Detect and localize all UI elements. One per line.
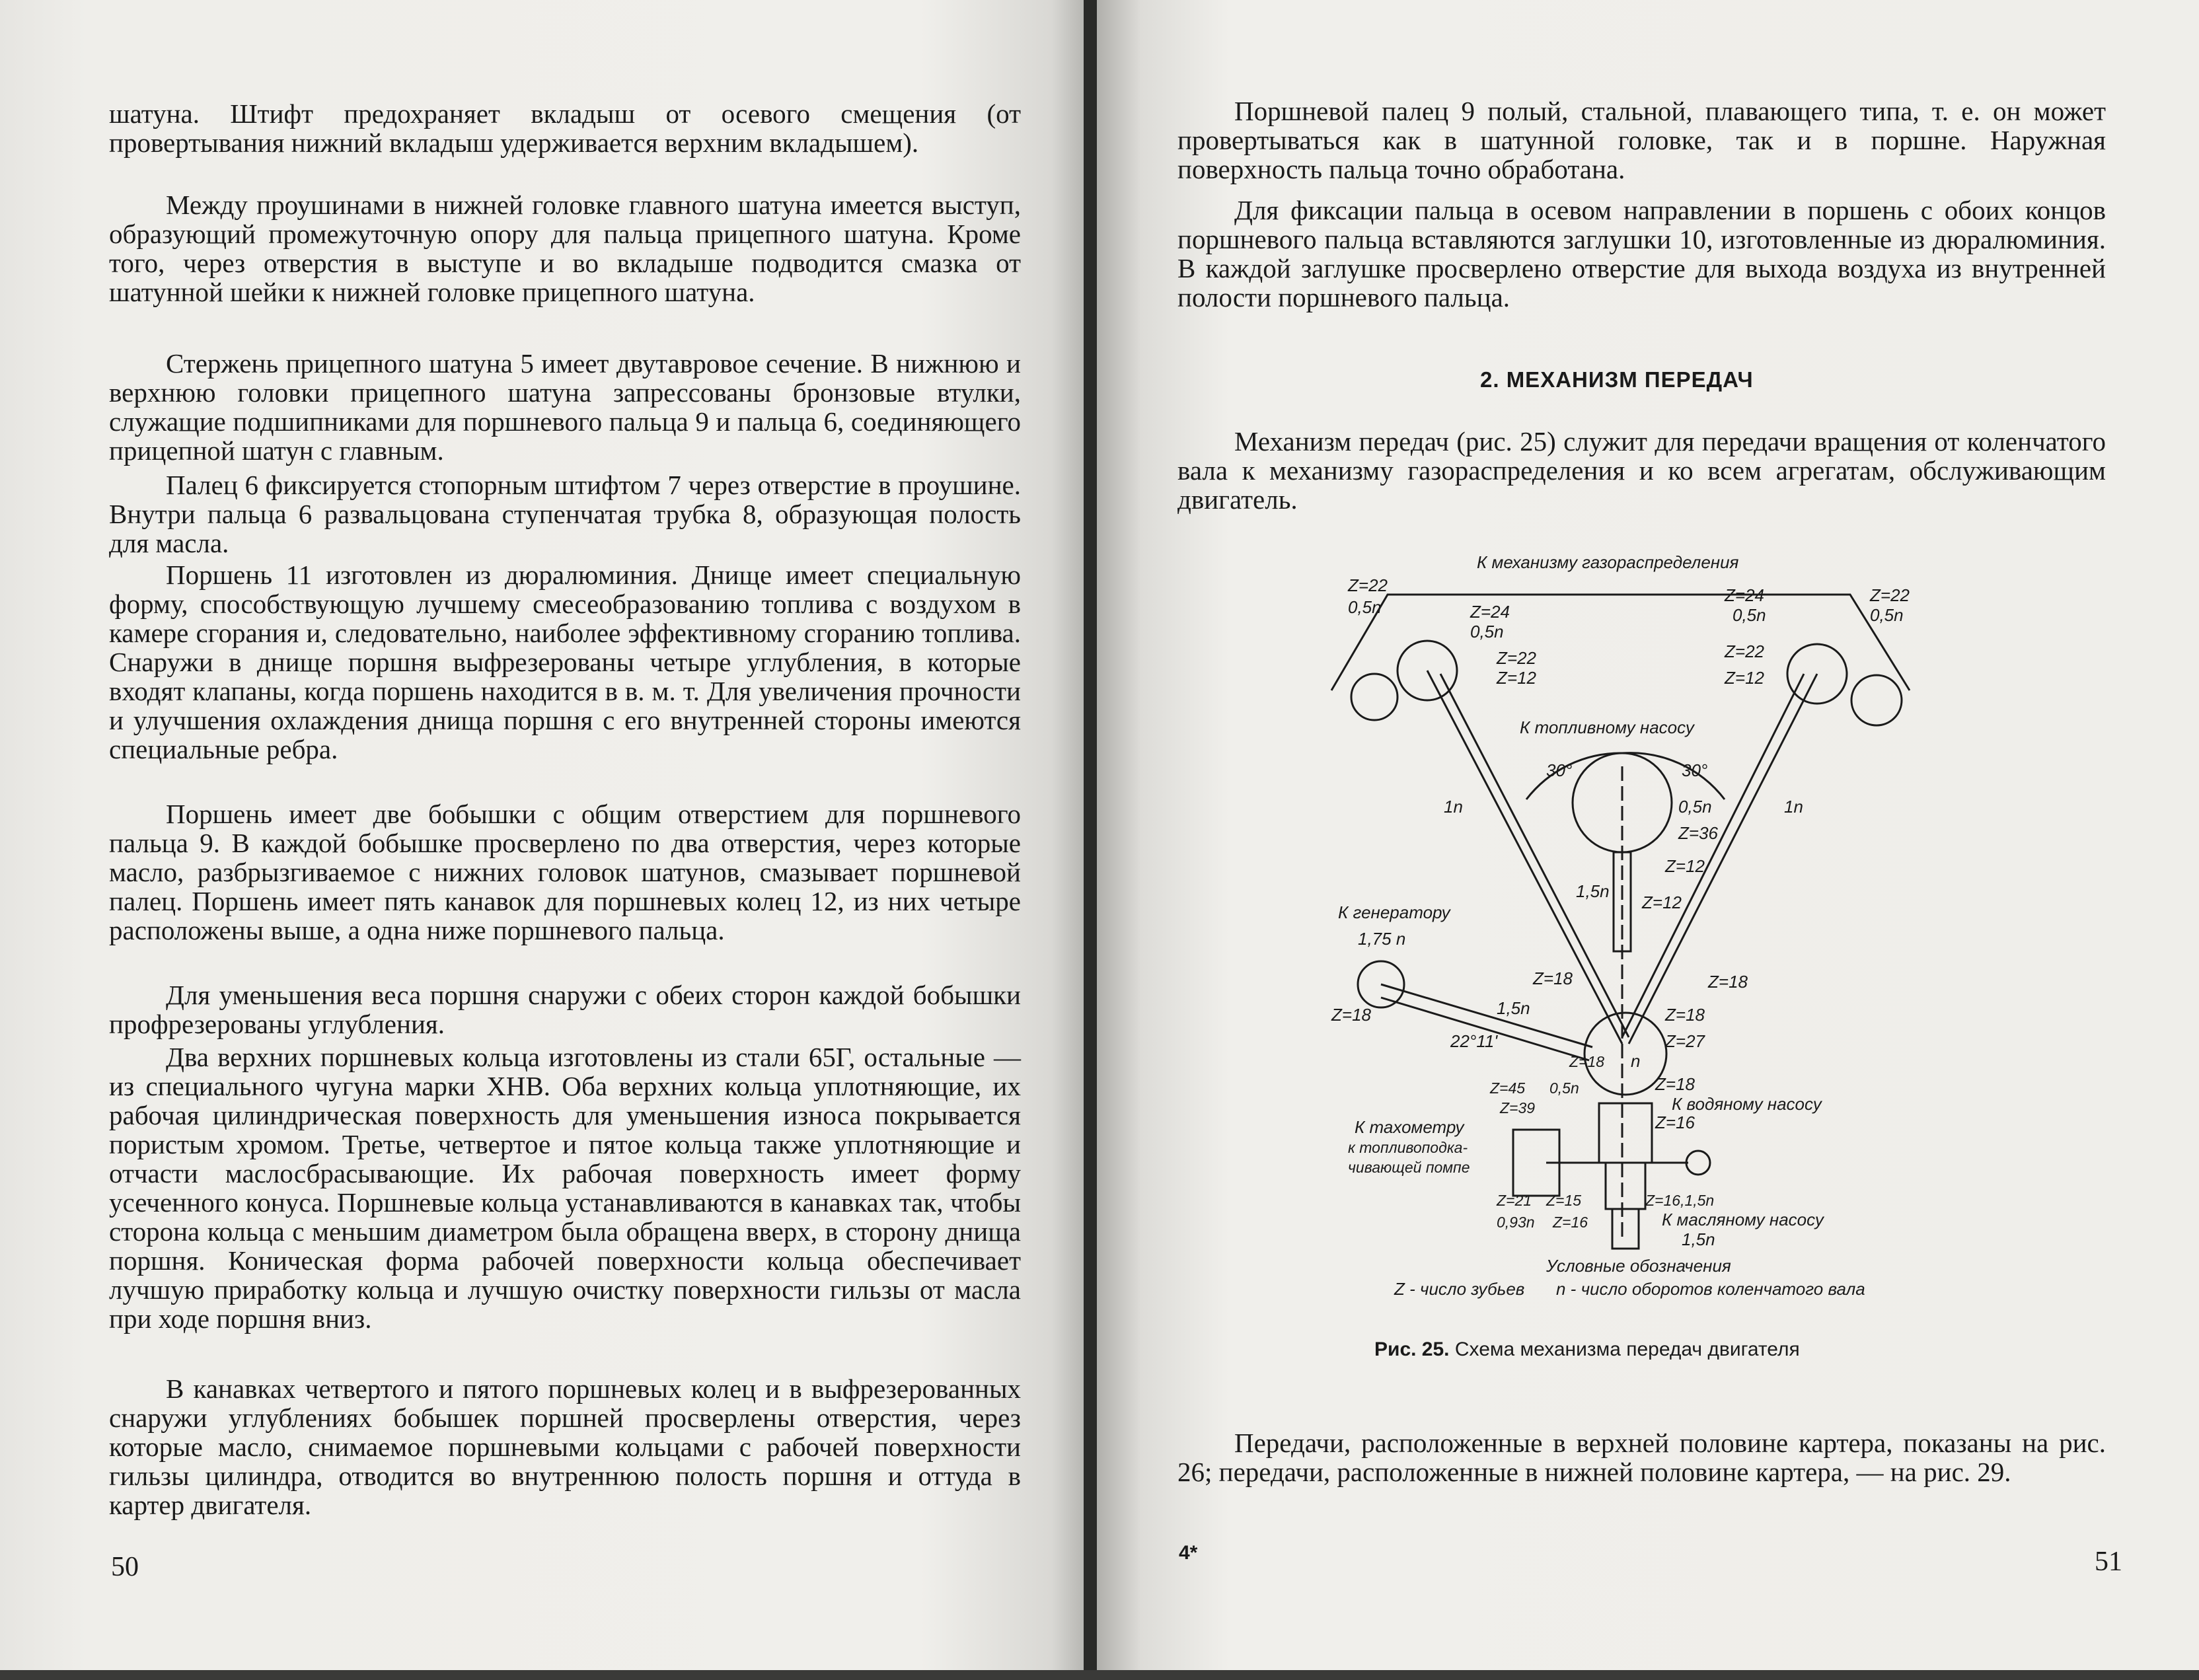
bottom-edge [0,1670,2199,1680]
paragraph: Механизм передач (рис. 25) служит для передачи вращения от коленчатого вала к механизму газораспределения и ко всем агрегатам, обслуживающим двигатель. [1177,426,2106,515]
label-generator-ratio: 1,75 n [1358,929,1406,949]
label-n: 0,5n [1870,605,1904,625]
label-gas-distribution: К механизму газораспределения [1477,552,1739,572]
legend-z: Z - число зубьев [1394,1279,1525,1299]
paragraph: Поршневой палец 9 полый, стальной, плавающего типа, т. е. он может провертываться как в шатунной головке, так и в поршне. Наружная поверхность пальца точно обработана. [1177,96,2106,184]
label-z: Z=45 [1490,1079,1526,1097]
label-fuel-priming-2: чивающей помпе [1348,1159,1470,1176]
paragraph: Между проушинами в нижней головке главного шатуна имеется выступ, образующий промежуточную опору для пальца прицепного шатуна. Кроме того, через отверстия в выступе и во вкладыше подводится смазка от шатунной шейки к нижней головке прицепного шатуна. [109,190,1021,307]
label-z: Z=22 [1348,575,1388,595]
label-z: Z=24 [1470,602,1510,622]
label-fuel-priming-1: к топливоподка- [1348,1139,1468,1156]
paragraph: Поршень имеет две бобышки с общим отверстием для поршневого пальца 9. В каждой бобышке просверлено по два отверстия, через которые масло, разбрызгиваемое с нижних головок шатунов, смазывает поршневой палец. Поршень имеет пять канавок для поршневых колец 12, из них четыре расположены выше, а одна ниже поршневого пальца. [109,799,1021,945]
label-z: Z=12 [1497,668,1536,688]
angle-left: 30° [1546,760,1573,780]
label-shaft-speed: 1n [1444,797,1463,817]
label-z: Z=18 [1569,1053,1605,1070]
label-z: Z=18 [1708,972,1748,992]
paragraph: Для фиксации пальца в осевом направлении в поршень с обоих концов поршневого пальца вставляются заглушки 10, изготовленные из дюралюминия. В каждой заглушке просверлено отверстие для выхода воздуха из внутренней полости поршневого пальца. [1177,195,2106,312]
gear [1851,675,1902,725]
label-n: 0,5n [1470,622,1504,641]
figure-caption-text: Схема механизма передач двигателя [1454,1338,1800,1360]
paragraph: шатуна. Штифт предохраняет вкладыш от осевого смещения (от провертывания нижний вкладыш удерживается верхним вкладышем). [109,98,1021,158]
section-heading: 2. МЕХАНИЗМ ПЕРЕДАЧ [1480,367,1754,392]
figure-caption [1374,1338,1800,1361]
lower-housing [1599,1103,1652,1163]
legend-title: Условные обозначения [1546,1256,1731,1276]
paragraph: Поршень 11 изготовлен из дюралюминия. Днище имеет специальную форму, способствующую лучшему смесеобразованию топлива с воздухом в камере сгорания и, следовательно, наиболее эффективному сгоранию топлива. Снаружи в днище поршня выфрезерованы четыре углубления, в которые входят клапаны, когда поршень находится в в. м. т. Для увеличения прочности и улучшения охлаждения днища поршня с его внутренней стороны имеются специальные ребра. [109,560,1021,764]
angle-arc-right [1622,753,1725,799]
label-z: Z=18 [1331,1005,1371,1025]
label-z: Z=16 [1553,1214,1588,1231]
label-z: Z=24 [1725,585,1764,605]
label-z: Z=16,1,5n [1645,1192,1715,1209]
label-z: Z=18 [1665,1005,1705,1025]
legend-n: n - число оборотов коленчатого вала [1556,1279,1865,1299]
paragraph: Для уменьшения веса поршня снаружи с обеих сторон каждой бобышки профрезерованы углубления. [109,980,1021,1039]
label-z: Z=39 [1500,1099,1536,1116]
gear-train-diagram [1328,548,1943,1308]
water-pump-coupling [1686,1151,1710,1175]
label-generator: К генератору [1338,902,1450,922]
label-z: Z=22 [1870,585,1910,605]
label-z: Z=18 [1533,968,1573,988]
label-n: 0,93n [1497,1214,1535,1231]
book-gutter [1084,0,1097,1680]
label-z: Z=15 [1546,1192,1582,1209]
label-z: Z=22 [1725,641,1764,661]
label-n: n [1631,1051,1641,1071]
paragraph: Палец 6 фиксируется стопорным штифтом 7 через отверстие в проушине. Внутри пальца 6 развальцована ступенчатая трубка 8, образующая полость для масла. [109,470,1021,558]
label-n: 0,5n [1733,605,1766,625]
label-z: Z=27 [1665,1031,1705,1051]
label-z: Z=12 [1642,893,1682,912]
label-water-pump: К водяному насосу [1672,1094,1822,1114]
angle-generator: 22°11' [1450,1031,1498,1051]
label-z: Z=22 [1497,648,1536,668]
label-z: Z=16 [1655,1113,1695,1132]
paragraph: Передачи, расположенные в верхней половине картера, показаны на рис. 26; передачи, расположенные в нижней половине картера, — на рис. 29. [1177,1428,2106,1487]
label-n: 1,5n [1576,881,1610,901]
label-z: Z=18 [1655,1074,1695,1094]
page-number: 51 [2095,1547,2122,1577]
label-z: Z=21 [1497,1192,1532,1209]
label-z: Z=12 [1665,856,1705,876]
left-page [0,0,1084,1671]
label-z: Z=12 [1725,668,1764,688]
label-n: 0,5n [1348,597,1382,617]
label-oil-ratio: 1,5n [1682,1229,1715,1249]
label-n: 0,5n [1678,797,1712,817]
label-n: 0,5n [1549,1079,1579,1097]
label-oil-pump: К масляному насосу [1662,1210,1824,1229]
page-number: 50 [111,1552,139,1582]
label-n: 1,5n [1497,998,1530,1018]
label-fuel-pump: К топливному насосу [1520,717,1694,737]
label-z: Z=36 [1678,823,1718,843]
angle-right: 30° [1682,760,1708,780]
signature-mark: 4* [1179,1542,1198,1564]
paragraph: Два верхних поршневых кольца изготовлены из стали 65Г, остальные — из специального чугуна марки ХНВ. Оба верхних кольца уплотняющие, их рабочая цилиндрическая поверхность для уменьшения износа покрывается пористым хромом. Третье, четвертое и пятое кольца также уплотняющие и отчасти маслосбрасывающие. Их рабочая поверхность имеет форму усеченного конуса. Поршневые кольца устанавливаются в канавках так, чтобы сторона кольца с меньшим диаметром была обращена вверх, в сторону днища поршня. Коническая форма рабочей поверхности кольца обеспечивает лучшую приработку кольца и лучшую очистку поверхности гильзы от масла при ходе поршня вниз. [109,1042,1021,1334]
paragraph: В канавках четвертого и пятого поршневых колец и в выфрезерованных снаружи углублениях бобышек поршней просверлены отверстия, через которые масло, снимаемое поршневыми кольцами с рабочей поверхности гильзы цилиндра, отводится во внутреннюю полость поршня и оттуда в картер двигателя. [109,1373,1021,1520]
label-tachometer: К тахометру [1355,1117,1464,1137]
paragraph: Стержень прицепного шатуна 5 имеет двутавровое сечение. В нижнюю и верхнюю головки прицепного шатуна запрессованы бронзовые втулки, служащие подшипниками для поршневого пальца 9 и пальца 6, соединяющего прицепной шатун с главным. [109,348,1021,466]
gear [1351,674,1398,720]
figure-number: Рис. 25. [1374,1338,1450,1360]
label-shaft-speed: 1n [1784,797,1803,817]
